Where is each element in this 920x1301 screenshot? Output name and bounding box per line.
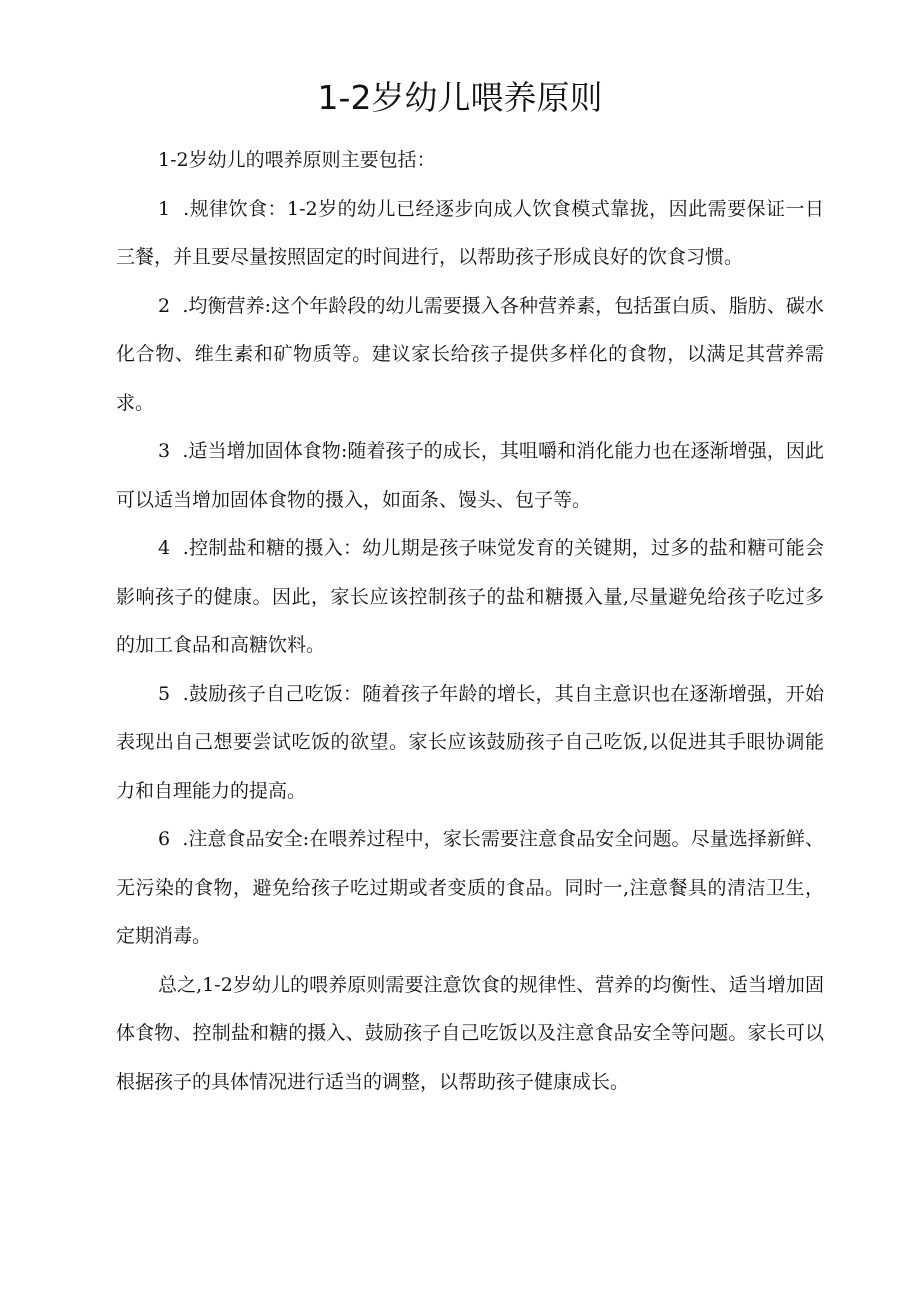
item-text: .控制盐和糖的摄入：幼儿期是孩子味觉发育的关键期，过多的盐和糖可能会影响孩子的健康。因此，家长应该控制孩子的盐和糖摄入量,尽量避免给孩子吃过多的加工食品和高糖饮料。 [116, 537, 824, 656]
item-number: 2 [158, 294, 171, 317]
item-text: .规律饮食：1-2岁的幼儿已经逐步向成人饮食模式靠拢，因此需要保证一日三餐，并且要尽量按照固定的时间进行，以帮助孩子形成良好的饮食习惯。 [116, 197, 824, 268]
item-paragraph-3 [116, 427, 824, 524]
conclusion-paragraph: 总之,1-2岁幼儿的喂养原则需要注意饮食的规律性、营养的均衡性、适当增加固体食物、控制盐和糖的摄入、鼓励孩子自己吃饭以及注意食品安全等问题。家长可以根据孩子的具体情况进行适当的调整，以帮助孩子健康成长。 [116, 973, 824, 1093]
document-body [116, 136, 824, 1106]
item-text: .鼓励孩子自己吃饭：随着孩子年龄的增长，其自主意识也在逐渐增强，开始表现出自己想要尝试吃饭的欲望。家长应该鼓励孩子自己吃饭,以促进其手眼协调能力和自理能力的提高。 [116, 682, 824, 802]
item-paragraph-4 [116, 524, 824, 670]
document-title: 1-2岁幼儿喂养原则 [317, 78, 603, 117]
item-text: .注意食品安全:在喂养过程中，家长需要注意食品安全问题。尽量选择新鲜、无污染的食物，避免给孩子吃过期或者变质的食品。同时一,注意餐具的清洁卫生，定期消毒。 [116, 828, 824, 947]
item-paragraph-6 [116, 815, 824, 961]
item-number: 6 [158, 828, 171, 850]
item-text: .适当增加固体食物:随着孩子的成长，其咀嚼和消化能力也在逐渐增强，因此可以适当增加固体食物的摄入，如面条、馒头、包子等。 [116, 440, 824, 511]
item-number: 1 [158, 197, 171, 220]
item-number: 3 [158, 440, 171, 462]
item-number: 5 [158, 682, 171, 705]
item-number: 4 [158, 537, 171, 559]
item-paragraph-2 [116, 282, 824, 428]
item-paragraph-1 [116, 185, 824, 282]
intro-paragraph: 1-2岁幼儿的喂养原则主要包括： [158, 149, 436, 171]
item-text: .均衡营养:这个年龄段的幼儿需要摄入各种营养素，包括蛋白质、脂肪、碳水化合物、维生素和矿物质等。建议家长给孩子提供多样化的食物，以满足其营养需求。 [116, 294, 824, 414]
item-paragraph-5 [116, 670, 824, 816]
